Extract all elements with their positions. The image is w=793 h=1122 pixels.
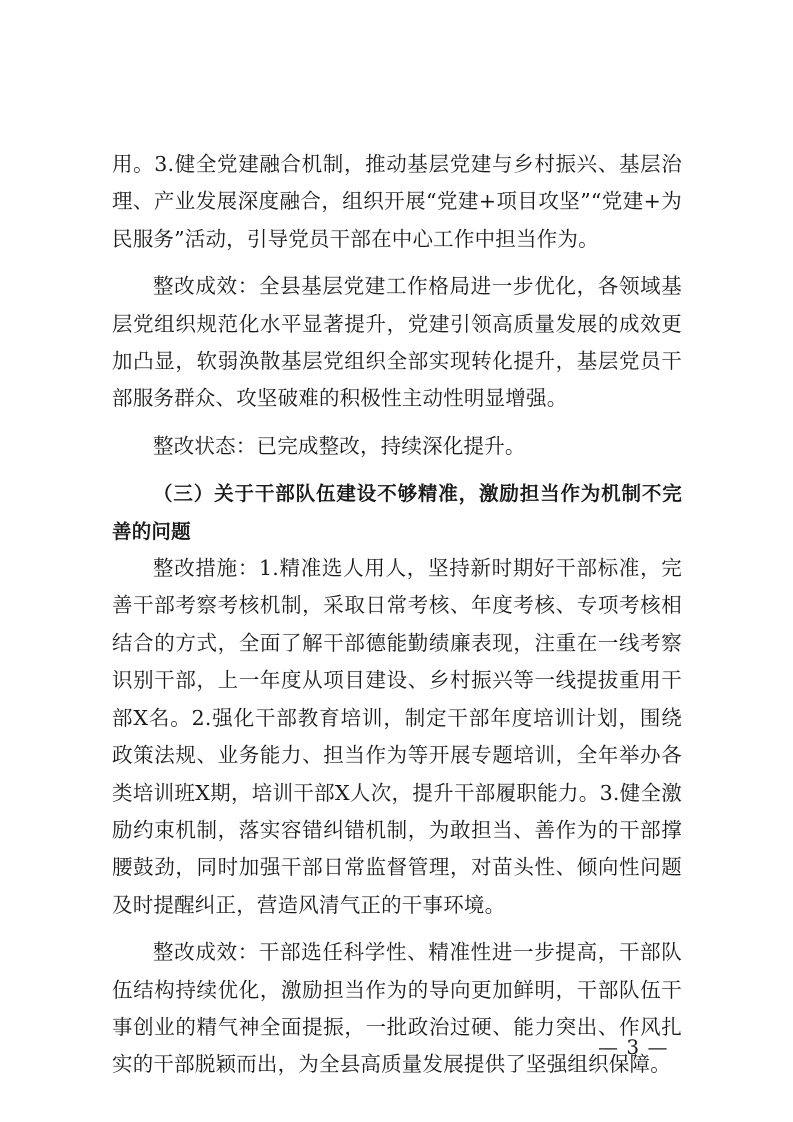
paragraph-continuation: 用。3.健全党建融合机制，推动基层党建与乡村振兴、基层治理、产业发展深度融合，组织开展“党建+项目攻坚”“党建+为民服务”活动，引导党员干部在中心工作中担当作为。 xyxy=(112,152,682,251)
paragraph-rectification-result-2: 整改成效：干部选任科学性、精准性进一步提高，干部队伍结构持续优化，激励担当作为的导向更加鲜明，干部队伍干事创业的精气神全面提振，一批政治过硬、能力突出、作风扎实的干部脱颖而出，为全县高质量发展提供了坚强组织保障。 xyxy=(112,940,682,1077)
document-body xyxy=(112,146,682,1084)
section-heading-3: （三）关于干部队伍建设不够精准，激励担当作为机制不完善的问题 xyxy=(112,482,682,543)
paragraph-rectification-status: 整改状态：已完成整改，持续深化提升。 xyxy=(153,433,526,458)
page-number: — 3 — xyxy=(598,1035,669,1059)
paragraph-rectification-result-1: 整改成效：全县基层党建工作格局进一步优化，各领域基层党组织规范化水平显著提升，党建引领高质量发展的成效更加凸显，软弱涣散基层党组织全部实现转化提升，基层党员干部服务群众、攻坚破难的积极性主动性明显增强。 xyxy=(112,274,682,411)
paragraph-rectification-measures: 整改措施：1.精准选人用人，坚持新时期好干部标准，完善干部考察考核机制，采取日常考核、年度考核、专项考核相结合的方式，全面了解干部德能勤绩廉表现，注重在一线考察识别干部，上一年度从项目建设、乡村振兴等一线提拔重用干部X名。2.强化干部教育培训，制定干部年度培训计划，围绕政策法规、业务能力、担当作为等开展专题培训，全年举办各类培训班X期，培训干部X人次，提升干部履职能力。3.健全激励约束机制，落实容错纠错机制，为敢担当、善作为的干部撑腰鼓劲，同时加强干部日常监督管理，对苗头性、倾向性问题及时提醒纠正，营造风清气正的干事环境。 xyxy=(112,556,682,917)
